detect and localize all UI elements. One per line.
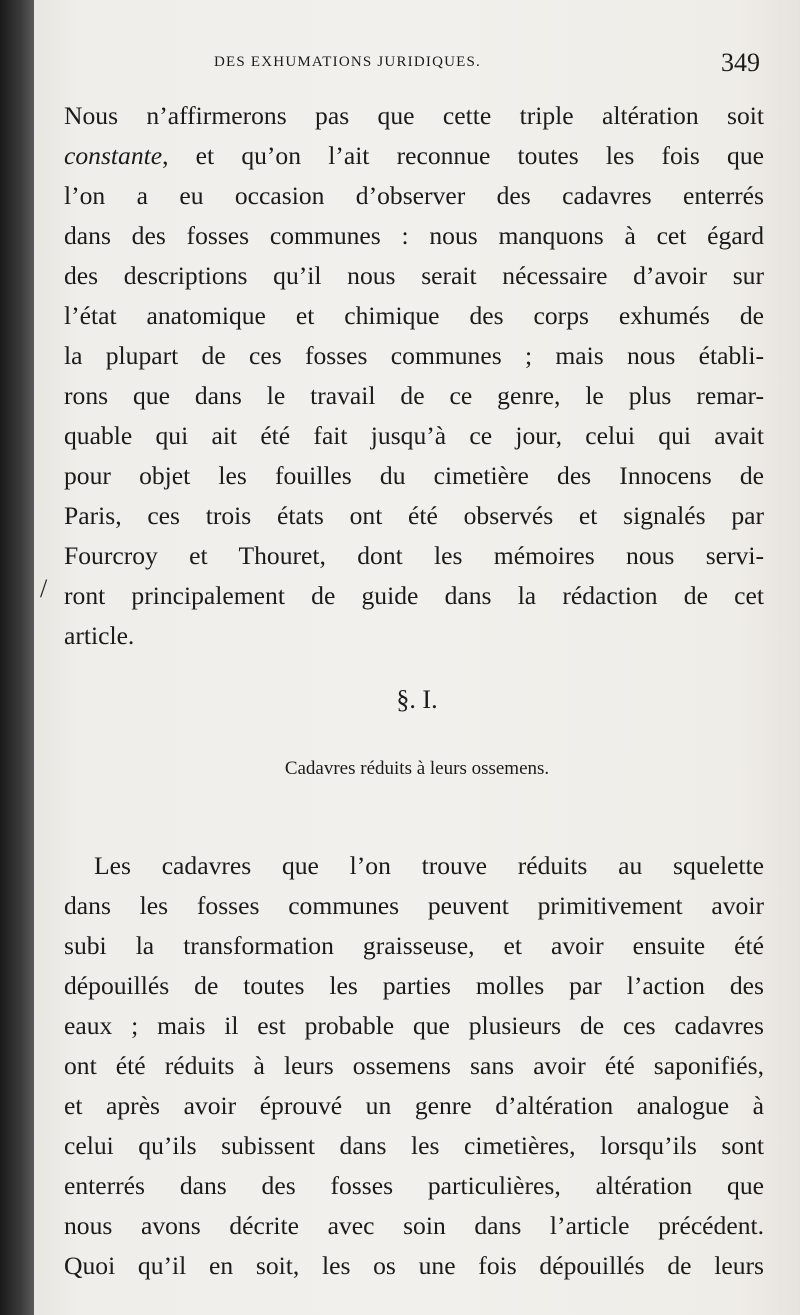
text-line: dépouillés de toutes les parties molles par l’action des [64,971,764,1000]
section-number: §. I. [396,685,438,714]
text-line: dans les fosses communes peuvent primitivement avoir [64,891,764,920]
text-line: pour objet les fouilles du cimetière des Innocens de [64,461,764,490]
text-line: ont été réduits à leurs ossemens sans avoir été saponifiés, [64,1051,764,1080]
text-line: ront principalement de guide dans la rédaction de cet [64,581,764,610]
text-line: celui qu’ils subissent dans les cimetières, lorsqu’ils sont [64,1131,764,1160]
margin-annotation: / [40,574,48,603]
text-line: des descriptions qu’il nous serait nécessaire d’avoir sur [64,261,764,290]
text-line: eaux ; mais il est probable que plusieurs de ces cadavres [64,1011,764,1040]
text-line: subi la transformation graisseuse, et avoir ensuite été [64,931,764,960]
text-line: enterrés dans des fosses particulières, altération que [64,1171,764,1200]
book-page [34,0,800,1315]
text-line: article. [64,621,135,650]
text-line: et après avoir éprouvé un genre d’altération analogue à [64,1091,764,1120]
emphasis: constante [64,141,163,170]
text-line: la plupart de ces fosses communes ; mais nous établi- [64,341,764,370]
page-number: 349 [721,48,760,77]
text-line: Fourcroy et Thouret, dont les mémoires nous servi- [64,541,764,570]
text-line: l’état anatomique et chimique des corps exhumés de [64,301,764,330]
text-line: Nous n’affirmerons pas que cette triple altération soit [64,101,764,130]
text-line: constante, et qu’on l’ait reconnue toutes les fois que [64,141,764,170]
text-line: dans des fosses communes : nous manquons à cet égard [64,221,764,250]
text-line: Les cadavres que l’on trouve réduits au squelette [94,851,764,880]
running-title: DES EXHUMATIONS JURIDIQUES. [214,54,481,70]
text-line: rons que dans le travail de ce genre, le plus remar- [64,381,764,410]
paragraph-1 [64,96,764,656]
text-line: nous avons décrite avec soin dans l’article précédent. [64,1211,764,1240]
text-line: Quoi qu’il en soit, les os une fois dépouillés de leurs [64,1251,764,1280]
text-line: quable qui ait été fait jusqu’à ce jour, celui qui avait [64,421,764,450]
text-line: l’on a eu occasion d’observer des cadavres enterrés [64,181,764,210]
scan-edge [0,0,34,1315]
paragraph-2 [64,846,764,1286]
section-title: Cadavres réduits à leurs ossemens. [284,758,550,779]
page-header [34,48,800,78]
text-line: Paris, ces trois états ont été observés et signalés par [64,501,764,530]
